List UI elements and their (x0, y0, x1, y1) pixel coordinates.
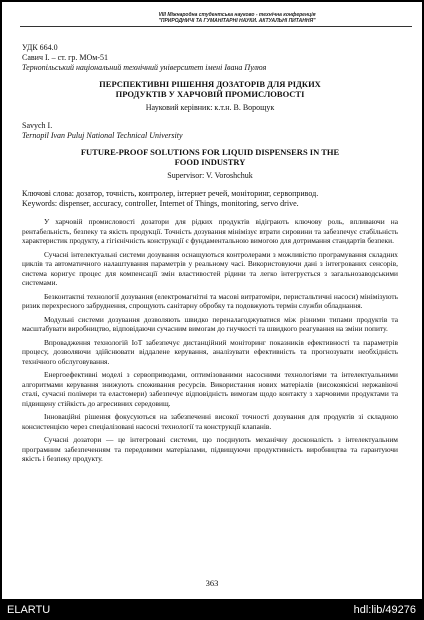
paragraph: Модульні системи дозування дозволяють швидко переналагоджуватися між різними типами продуктів та масштабувати виробництво, відповідаючи сучасним вимогам до гнучкості та швидкого реагування на зміни попиту. (22, 314, 398, 333)
document-page (2, 2, 422, 599)
author-ua: Савич І. – ст. гр. МОм-51 (22, 53, 108, 62)
affiliation-en: Ternopil Ivan Puluj National Technical University (22, 131, 183, 140)
repository-name: ELARTU (7, 604, 51, 616)
paragraph: Безконтактні технології дозування (електромагнітні та масові витратоміри, перистальтичні насоси) мінімізують ризик перехресного забруднення, спрощують санітарну обробку та подовжують термін служби обладнання. (22, 291, 398, 310)
udk-code: УДК 664.0 (22, 43, 58, 52)
paragraph: Сучасні інтелектуальні системи дозування оснащуються контролерами з можливістю програмування складних циклів та автоматичного налаштування параметрів у реальному часі. Використовуючи дані з інтегрованих сенсорів, система коригує процес для компенсації змін властивостей рідини та легко інтегрується з загальнозаводськими системами. (22, 249, 398, 287)
supervisor-ua: Науковий керівник: к.т.н. В. Ворощук (145, 103, 275, 112)
supervisor-en: Supervisor: V. Voroshchuk (167, 171, 253, 180)
header-rule (20, 26, 412, 27)
paragraph: У харчовій промисловості дозатори для рідких продуктів відіграють ключову роль, впливаючи на рентабельність, безпеку та якість продукції. Точність дозування мінімізує втрати сировини та забезпечує стабільність характеристик продукту, а гігієнічність конструкції є фундаментальною вимогою для дотримання стандартів безпеки. (22, 217, 398, 245)
repository-footer (0, 600, 424, 620)
keywords-en: Keywords: dispenser, accuracy, controller, Internet of Things, monitoring, servo drive. (22, 199, 299, 208)
paragraph: Інноваційні рішення фокусуються на забезпеченні високої точності дозування для продуктів зі складною консистенцією через спеціалізовані насосні технології та конструкції клапанів. (22, 412, 398, 431)
title-ua-line1: ПЕРСПЕКТИВНІ РІШЕННЯ ДОЗАТОРІВ ДЛЯ РІДКИХ (99, 79, 321, 89)
title-ua-line2: ПРОДУКТІВ У ХАРЧОВІЙ ПРОМИСЛОВОСТІ (115, 89, 305, 99)
conference-header-line1: VIII Міжнародна студентська науково - технічна конференція (158, 12, 316, 18)
article-body (22, 43, 398, 464)
conference-header (62, 12, 412, 24)
paragraph: Енергоефективні моделі з сервоприводами, оптимізованими насосними технологіями та інтелектуальними алгоритмами керування знижують споживання ресурсів. Використання нових матеріалів (високоякісні нержавіючі сталі, сучасні полімери та еластомери) забезпечує відповідність вимогам щодо контакту з харчовими продуктами та підвищену стійкість до агресивних середовищ. (22, 370, 398, 408)
paragraph: Сучасні дозатори — це інтегровані системи, що поєднують механічну досконалість з інтелектуальним програмним забезпеченням та передовими матеріалами, підвищуючи продуктивність виробництва та гарантуючи якість і безпеку продукту. (22, 435, 398, 463)
author-en: Savych I. (22, 121, 53, 130)
affiliation-ua: Тернопільський національний технічний університет імені Івана Пулюя (22, 63, 267, 72)
title-en-line2: FOOD INDUSTRY (174, 157, 246, 167)
handle-id: hdl:lib/49276 (353, 604, 416, 616)
conference-header-line2: "ПРИРОДНИЧІ ТА ГУМАНІТАРНІ НАУКИ. АКТУАЛЬНІ ПИТАННЯ" (158, 18, 316, 24)
title-en-line1: FUTURE-PROOF SOLUTIONS FOR LIQUID DISPENSERS IN THE (80, 147, 340, 157)
paragraph: Впровадження технологій IoT забезпечує дистанційний моніторинг показників ефективності та параметрів процесу, дозволяючи здійснювати віддалене керування, аналізувати ефективність та прогнозувати необхідність технічного обслуговування. (22, 337, 398, 366)
keywords-ua: Ключові слова: дозатор, точність, контролер, інтернет речей, моніторинг, сервопривод. (22, 189, 319, 198)
page-number: 363 (205, 578, 219, 588)
